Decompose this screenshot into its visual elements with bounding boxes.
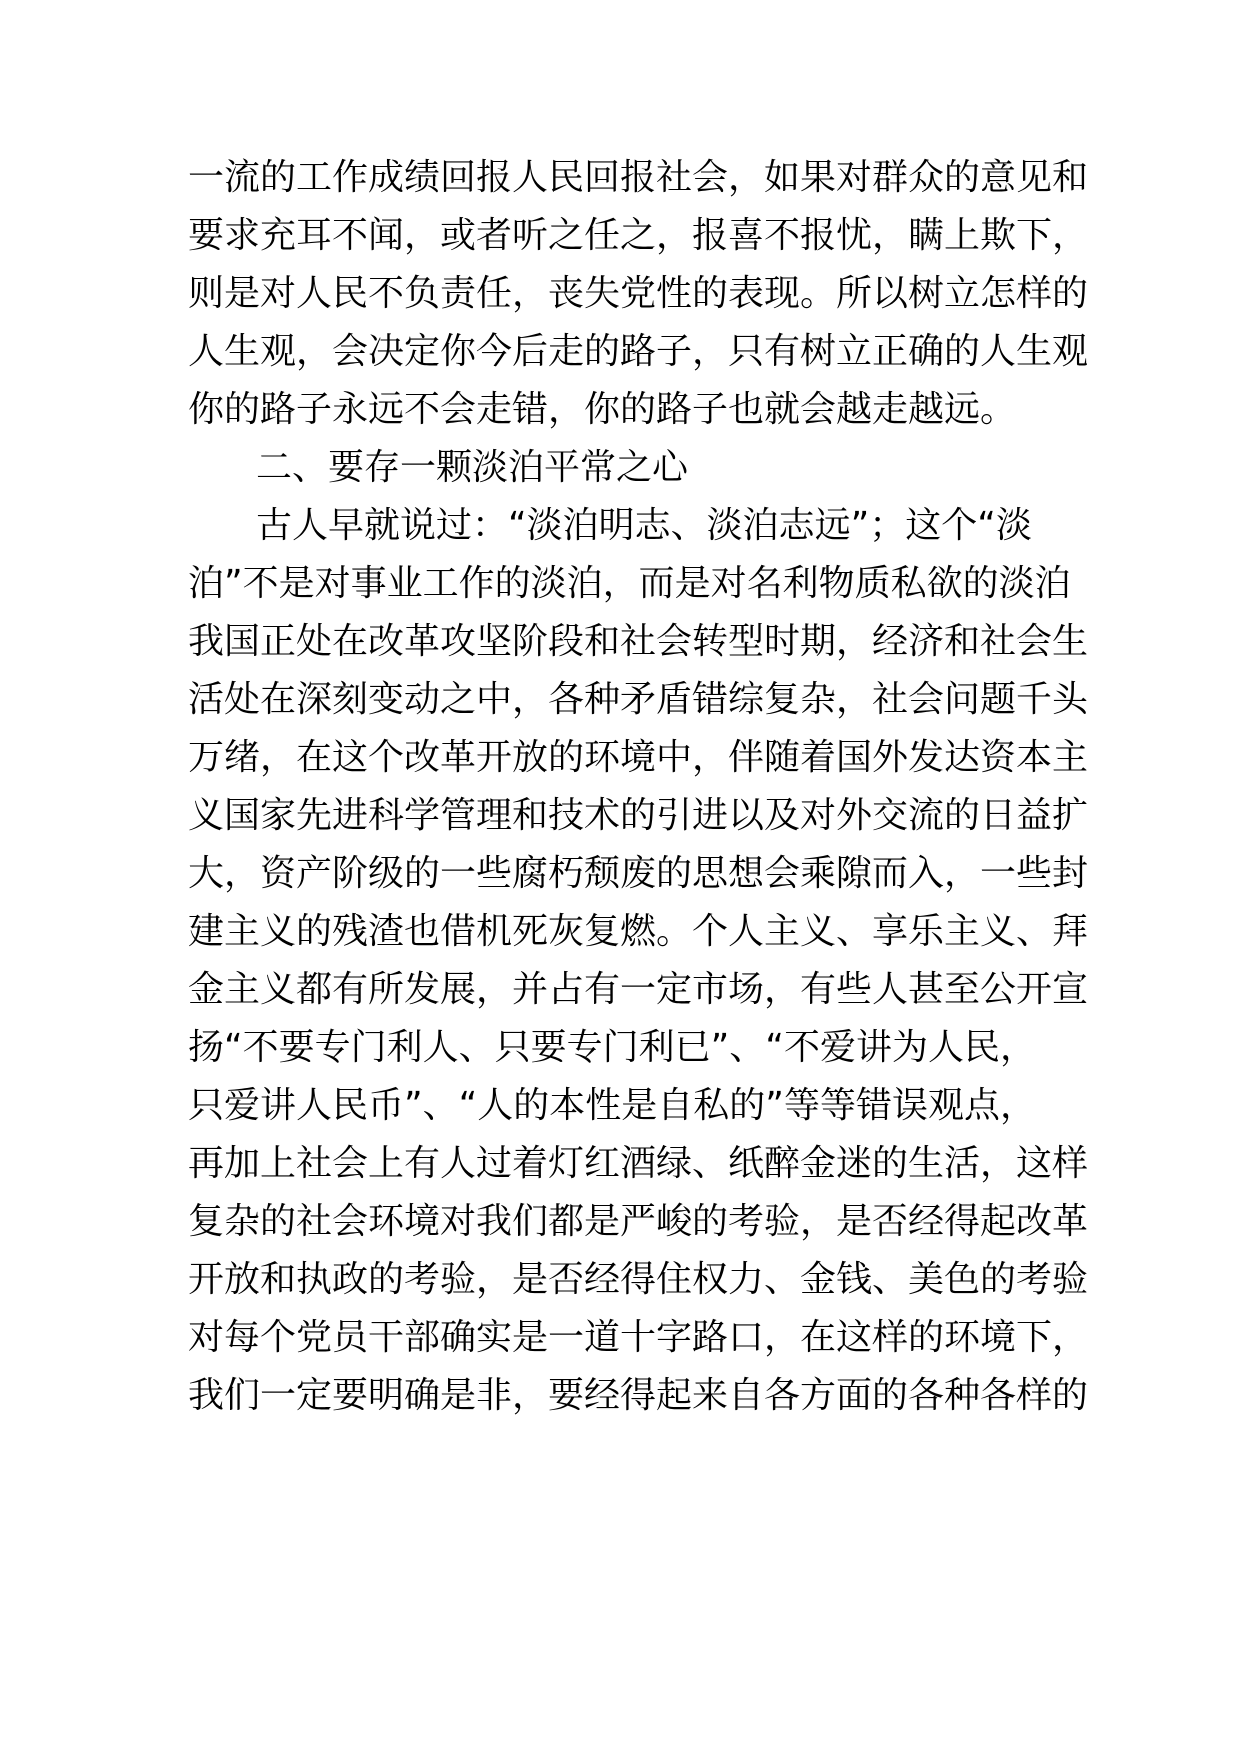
text-line: 一流的工作成绩回报人民回报社会，如果对群众的意见和 xyxy=(188,157,1089,198)
text-line: 万绪，在这个改革开放的环境中，伴随着国外发达资本主 xyxy=(188,737,1089,778)
text-line: 扬“不要专门利人、只要专门利已”、“不爱讲为人民， xyxy=(188,1027,1036,1068)
text-line: 要求充耳不闻，或者听之任之，报喜不报忧，瞒上欺下， xyxy=(188,215,1089,256)
text-line: 则是对人民不负责任，丧失党性的表现。所以树立怎样的 xyxy=(188,273,1089,314)
paragraph-first-line: 古人早就说过：“淡泊明志、淡泊志远”；这个“淡 xyxy=(256,505,1032,546)
text-line: 再加上社会上有人过着灯红酒绿、纸醉金迷的生活，这样 xyxy=(188,1143,1089,1184)
text-line: 泊”不是对事业工作的淡泊，而是对名利物质私欲的淡泊 xyxy=(188,563,1071,604)
text-line: 对每个党员干部确实是一道十字路口，在这样的环境下， xyxy=(188,1317,1089,1358)
text-line: 你的路子永远不会走错，你的路子也就会越走越远。 xyxy=(188,389,1017,430)
text-line: 开放和执政的考验，是否经得住权力、金钱、美色的考验 xyxy=(188,1259,1089,1300)
text-line: 我国正处在改革攻坚阶段和社会转型时期，经济和社会生 xyxy=(188,621,1089,662)
text-line: 义国家先进科学管理和技术的引进以及对外交流的日益扩 xyxy=(188,795,1089,836)
text-line: 活处在深刻变动之中，各种矛盾错综复杂，社会问题千头 xyxy=(188,679,1089,720)
text-line: 复杂的社会环境对我们都是严峻的考验，是否经得起改革 xyxy=(188,1201,1089,1242)
text-line: 人生观，会决定你今后走的路子，只有树立正确的人生观 xyxy=(188,331,1089,372)
section-heading: 二、要存一颗淡泊平常之心 xyxy=(256,447,689,488)
text-line: 金主义都有所发展，并占有一定市场，有些人甚至公开宣 xyxy=(188,969,1089,1010)
text-line: 建主义的残渣也借机死灰复燃。个人主义、享乐主义、拜 xyxy=(188,911,1089,952)
text-line: 我们一定要明确是非，要经得起来自各方面的各种各样的 xyxy=(188,1375,1089,1416)
text-line: 只爱讲人民币”、“人的本性是自私的”等等错误观点， xyxy=(188,1085,1036,1126)
text-line: 大，资产阶级的一些腐朽颓废的思想会乘隙而入，一些封 xyxy=(188,853,1089,894)
